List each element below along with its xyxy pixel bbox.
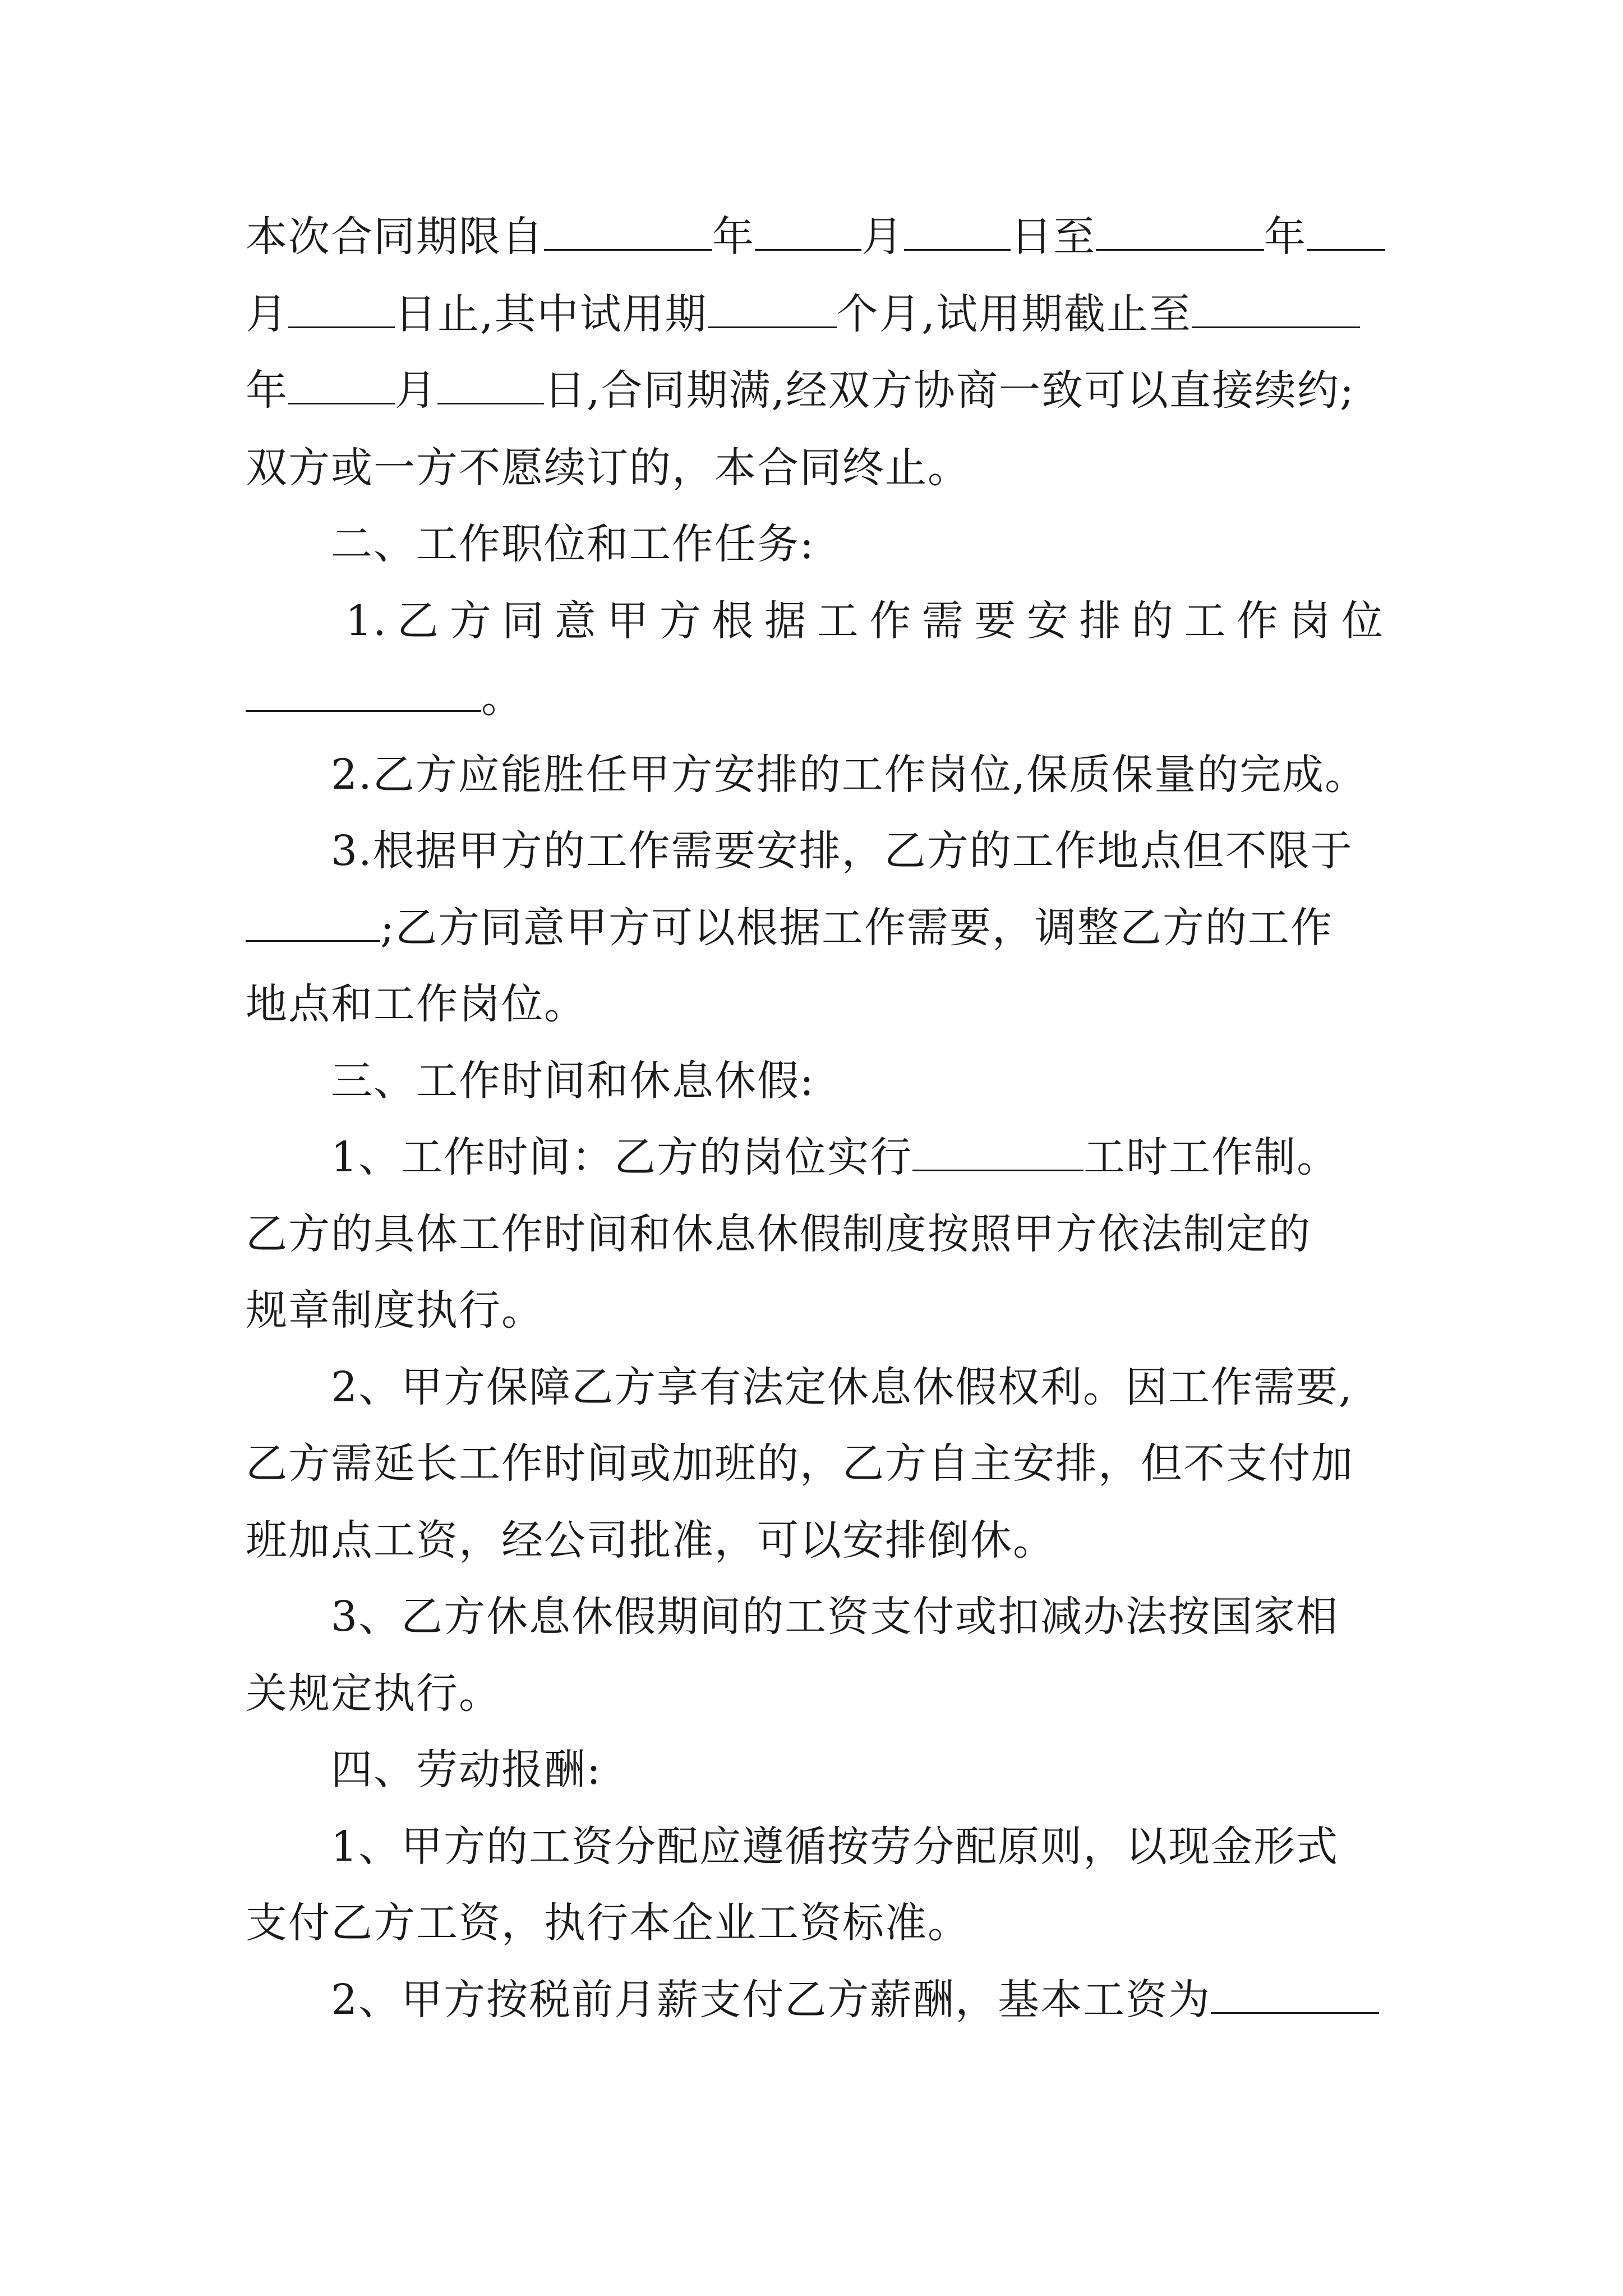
punctuation: 。 [481, 674, 524, 722]
section-2-item-3-line-3: 地点和工作岗位。 [246, 980, 587, 1028]
term-text: 年 [1264, 213, 1307, 261]
blank-start-day[interactable] [904, 212, 1011, 251]
blank-end-month[interactable] [1307, 212, 1385, 251]
section-4-heading: 四、劳动报酬: [331, 1746, 602, 1794]
term-line-4: 双方或一方不愿续订的，本合同终止。 [246, 444, 970, 492]
term-line-1 [246, 209, 1384, 265]
section-3-item-1-line-1 [331, 1129, 1384, 1185]
term-text: 日至 [1011, 213, 1096, 261]
term-text: 月 [395, 366, 437, 415]
blank-base-salary[interactable] [1211, 1975, 1379, 2014]
section-2-item-1-line-2 [246, 670, 1384, 726]
blank-working-hours-system[interactable] [912, 1133, 1083, 1171]
section-4-item-2-line-1 [331, 1972, 1384, 2028]
section-4-item-1-line-1: 1、甲方的工资分配应遵循按劳分配原则，以现金形式 [331, 1823, 1339, 1871]
section-3-item-1-line-2: 乙方的具体工作时间和休息休假制度按照甲方依法制定的 [246, 1210, 1311, 1258]
blank-probation-end-day[interactable] [437, 366, 544, 404]
term-text: 月 [861, 213, 904, 261]
section-3-item-3-line-1: 3、乙方休息休假期间的工资支付或扣减办法按国家相 [331, 1593, 1339, 1641]
term-text: 年 [246, 366, 288, 415]
term-text: 个月,试用期截止至 [836, 290, 1192, 338]
term-text: 本次合同期限自 [246, 213, 544, 261]
section-2-item-1-line-1: 1.乙方同意甲方根据工作需要安排的工作岗位 [345, 597, 1384, 645]
blank-probation-end-year[interactable] [1192, 289, 1360, 328]
item-text: 1、工作时间：乙方的岗位实行 [331, 1133, 913, 1181]
item-text: ;乙方同意甲方可以根据工作需要，调整乙方的工作 [380, 904, 1333, 952]
term-line-2 [246, 286, 1384, 342]
term-text: 日止,其中试用期 [395, 290, 708, 338]
blank-probation-end-month[interactable] [288, 366, 395, 404]
section-3-item-1-line-3: 规章制度执行。 [246, 1286, 544, 1335]
section-4-item-1-line-2: 支付乙方工资，执行本企业工资标准。 [246, 1899, 970, 1947]
blank-probation-months[interactable] [708, 289, 837, 328]
section-3-heading: 三、工作时间和休息休假: [331, 1057, 815, 1105]
section-3-item-2-line-3: 班加点工资，经公司批准，可以安排倒休。 [246, 1516, 1055, 1565]
section-3-item-2-line-1: 2、甲方保障乙方享有法定休息休假权利。因工作需要, [331, 1363, 1353, 1411]
item-text: 2、甲方按税前月薪支付乙方薪酬，基本工资为 [331, 1976, 1211, 2024]
term-text: 月 [246, 290, 288, 338]
term-text: 年 [712, 213, 755, 261]
section-2-item-3-line-1: 3.根据甲方的工作需要安排，乙方的工作地点但不限于 [331, 827, 1353, 875]
term-line-3 [246, 362, 1384, 418]
blank-work-location[interactable] [246, 903, 380, 942]
blank-job-position[interactable] [246, 673, 481, 712]
blank-end-year[interactable] [1096, 212, 1264, 251]
blank-start-year[interactable] [544, 212, 712, 251]
item-text: 工时工作制。 [1083, 1133, 1340, 1181]
term-text: 日,合同期满,经双方协商一致可以直接续约; [544, 366, 1355, 415]
section-2-item-3-line-2 [246, 900, 1384, 956]
blank-end-day[interactable] [288, 289, 395, 328]
section-3-item-3-line-2: 关规定执行。 [246, 1669, 501, 1718]
section-2-item-2: 2.乙方应能胜任甲方安排的工作岗位,保质保量的完成。 [331, 751, 1368, 799]
section-3-item-2-line-2: 乙方需延长工作时间或加班的，乙方自主安排，但不支付加 [246, 1439, 1354, 1488]
blank-start-month[interactable] [755, 212, 861, 251]
section-2-heading: 二、工作职位和工作任务: [331, 520, 815, 568]
